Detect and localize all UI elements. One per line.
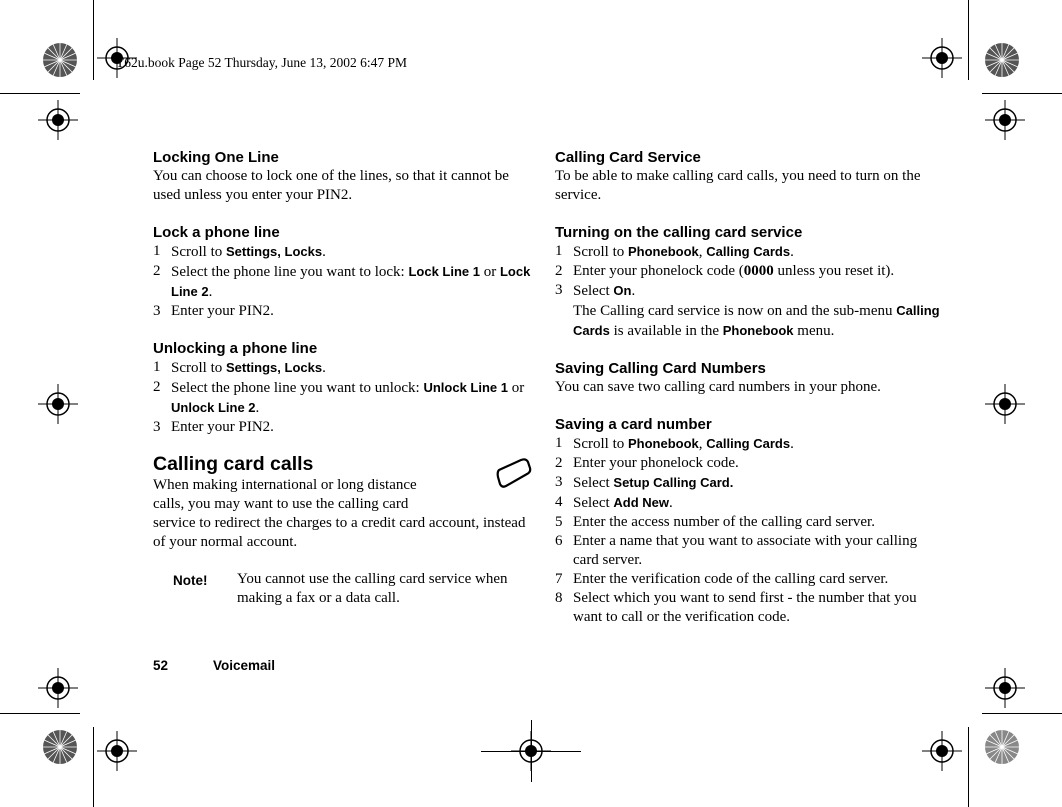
step-text: unless you reset it).: [773, 263, 895, 279]
step-text: Select: [573, 495, 614, 511]
step-number: 1: [555, 243, 563, 259]
step-text: ,: [698, 244, 707, 260]
list-item: [153, 358, 538, 378]
menu-option: Phonebook: [722, 323, 794, 338]
list-item: [555, 532, 940, 570]
list-item: [555, 473, 940, 493]
menu-path: Phonebook: [628, 436, 699, 451]
step-number: 6: [555, 533, 563, 549]
registration-mark-icon: [985, 668, 1025, 708]
list-item: [153, 242, 538, 262]
lock-steps: [153, 242, 538, 321]
step-number: 1: [153, 243, 161, 259]
menu-option: On: [613, 283, 632, 298]
step-text: .: [208, 284, 213, 300]
crop-line: [531, 720, 532, 782]
right-column: [555, 148, 940, 627]
crop-line: [968, 727, 969, 807]
step-number: 3: [555, 474, 563, 490]
step-text: The Calling card service is now on and the sub-menu: [573, 303, 897, 319]
heading-saving-card-number: Saving a card number: [555, 416, 712, 433]
turning-on-steps: [555, 242, 940, 341]
list-item: [555, 493, 940, 513]
step-number: 1: [153, 359, 161, 375]
step-text: Enter the verification code of the calling card server.: [573, 571, 889, 587]
step-text: menu.: [793, 323, 835, 339]
step-text: Select: [573, 475, 614, 491]
menu-path: Settings, Locks: [226, 360, 323, 375]
heading-saving-numbers: Saving Calling Card Numbers: [555, 360, 766, 377]
left-column: [153, 148, 538, 608]
paragraph-calling-card-line2: calls, you may want to use the calling card: [153, 496, 409, 512]
menu-path: Settings, Locks: [226, 244, 323, 259]
step-text: Scroll to: [171, 360, 226, 376]
step-text: .: [255, 400, 260, 416]
step-text: is available in the: [609, 323, 723, 339]
list-item: [555, 434, 940, 454]
step-text: .: [669, 495, 673, 511]
starburst-mark-icon: [42, 42, 78, 78]
starburst-mark-icon: [984, 729, 1020, 765]
crop-line: [93, 0, 94, 80]
registration-mark-icon: [38, 100, 78, 140]
step-number: 4: [555, 494, 563, 510]
saving-card-steps: [555, 434, 940, 627]
list-item: [555, 242, 940, 262]
menu-path: Phonebook: [628, 244, 699, 259]
step-text: or: [479, 264, 500, 280]
step-number: 7: [555, 571, 563, 587]
step-text: .: [631, 283, 636, 299]
menu-option: Unlock Line 2: [171, 400, 256, 415]
menu-option: Unlock Line 1: [423, 380, 508, 395]
step-text: .: [322, 360, 326, 376]
paragraph-saving-numbers: You can save two calling card numbers in your phone.: [555, 379, 881, 395]
list-item: [153, 262, 538, 302]
crop-line: [93, 727, 94, 807]
menu-option: Lock Line 1: [408, 264, 480, 279]
menu-option: Add New: [613, 495, 670, 510]
menu-option: Setup Calling Card.: [613, 475, 734, 490]
step-number: 2: [555, 263, 563, 279]
step-number: 8: [555, 590, 563, 606]
step-text: Scroll to: [573, 244, 628, 260]
heading-unlocking-phone-line: Unlocking a phone line: [153, 340, 318, 357]
menu-option: Lock Line 2: [171, 264, 531, 299]
list-item: [555, 589, 940, 627]
page-number: 52: [153, 658, 169, 673]
list-item: [153, 378, 538, 418]
step-text: Scroll to: [573, 436, 628, 452]
heading-lock-phone-line: Lock a phone line: [153, 224, 280, 241]
list-item: [555, 513, 940, 532]
heading-calling-card-service: Calling Card Service: [555, 149, 701, 166]
step-number: 3: [555, 282, 563, 298]
paragraph-calling-card-service: To be able to make calling card calls, you need to turn on the service.: [555, 168, 921, 203]
list-item: [153, 418, 538, 437]
registration-mark-icon: [922, 731, 962, 771]
step-number: 3: [153, 419, 161, 435]
page-footer: [153, 658, 276, 673]
step-text: Select the phone line you want to unlock:: [171, 380, 424, 396]
step-text: .: [322, 244, 326, 260]
note-box: [173, 570, 538, 608]
starburst-mark-icon: [984, 42, 1020, 78]
menu-option: Calling Cards: [573, 303, 940, 338]
paragraph-locking-one-line: You can choose to lock one of the lines, so that it cannot be used unless you enter your PIN2.: [153, 168, 509, 203]
step-text: Enter the access number of the calling card server.: [573, 514, 875, 530]
step-text: ,: [698, 436, 707, 452]
book-info-header: T62u.book Page 52 Thursday, June 13, 2002 6:47 PM: [116, 55, 407, 70]
step-text: or: [507, 380, 525, 396]
default-code: 0000: [743, 263, 774, 279]
step-number: 1: [555, 435, 563, 451]
step-number: 2: [153, 379, 161, 395]
step-text: .: [790, 436, 794, 452]
crop-line: [0, 93, 80, 94]
registration-mark-icon: [38, 668, 78, 708]
note-text: You cannot use the calling card service when making a fax or a data call.: [237, 571, 508, 606]
step-text: .: [790, 244, 794, 260]
section-title: Voicemail: [213, 658, 276, 673]
crop-line: [0, 713, 80, 714]
paragraph-calling-card-line1: When making international or long distance: [153, 477, 417, 493]
step-text: Select which you want to send first - the number that you want to call or the verification code.: [573, 590, 917, 625]
unlock-steps: [153, 358, 538, 437]
list-item: [153, 302, 538, 321]
list-item: [555, 262, 940, 281]
registration-mark-icon: [38, 384, 78, 424]
step-text: Enter your phonelock code.: [573, 455, 739, 471]
heading-locking-one-line: Locking One Line: [153, 149, 279, 166]
step-number: 5: [555, 514, 563, 530]
list-item: [555, 281, 940, 341]
crop-line: [982, 93, 1062, 94]
registration-mark-icon: [922, 38, 962, 78]
starburst-mark-icon: [42, 729, 78, 765]
heading-calling-card-calls: Calling card calls: [153, 453, 314, 475]
step-text: Enter your PIN2.: [171, 419, 274, 435]
crop-line: [968, 0, 969, 80]
note-label: Note!: [173, 573, 208, 588]
step-text: Select: [573, 283, 614, 299]
step-number: 2: [153, 263, 161, 279]
registration-mark-icon: [985, 100, 1025, 140]
step-text: Enter your PIN2.: [171, 303, 274, 319]
crop-line: [982, 713, 1062, 714]
step-number: 3: [153, 303, 161, 319]
registration-mark-icon: [985, 384, 1025, 424]
step-text: Enter your phonelock code (: [573, 263, 744, 279]
paragraph-calling-card-rest: service to redirect the charges to a credit card account, instead of your normal account.: [153, 515, 526, 550]
step-text: Enter a name that you want to associate with your calling card server.: [573, 533, 918, 568]
list-item: [555, 570, 940, 589]
step-text: Select the phone line you want to lock:: [171, 264, 409, 280]
menu-path: Calling Cards: [706, 436, 791, 451]
registration-mark-icon: [97, 731, 137, 771]
step-number: 2: [555, 455, 563, 471]
list-item: [555, 454, 940, 473]
step-text: Scroll to: [171, 244, 226, 260]
menu-path: Calling Cards: [706, 244, 791, 259]
heading-turning-on-service: Turning on the calling card service: [555, 224, 803, 241]
